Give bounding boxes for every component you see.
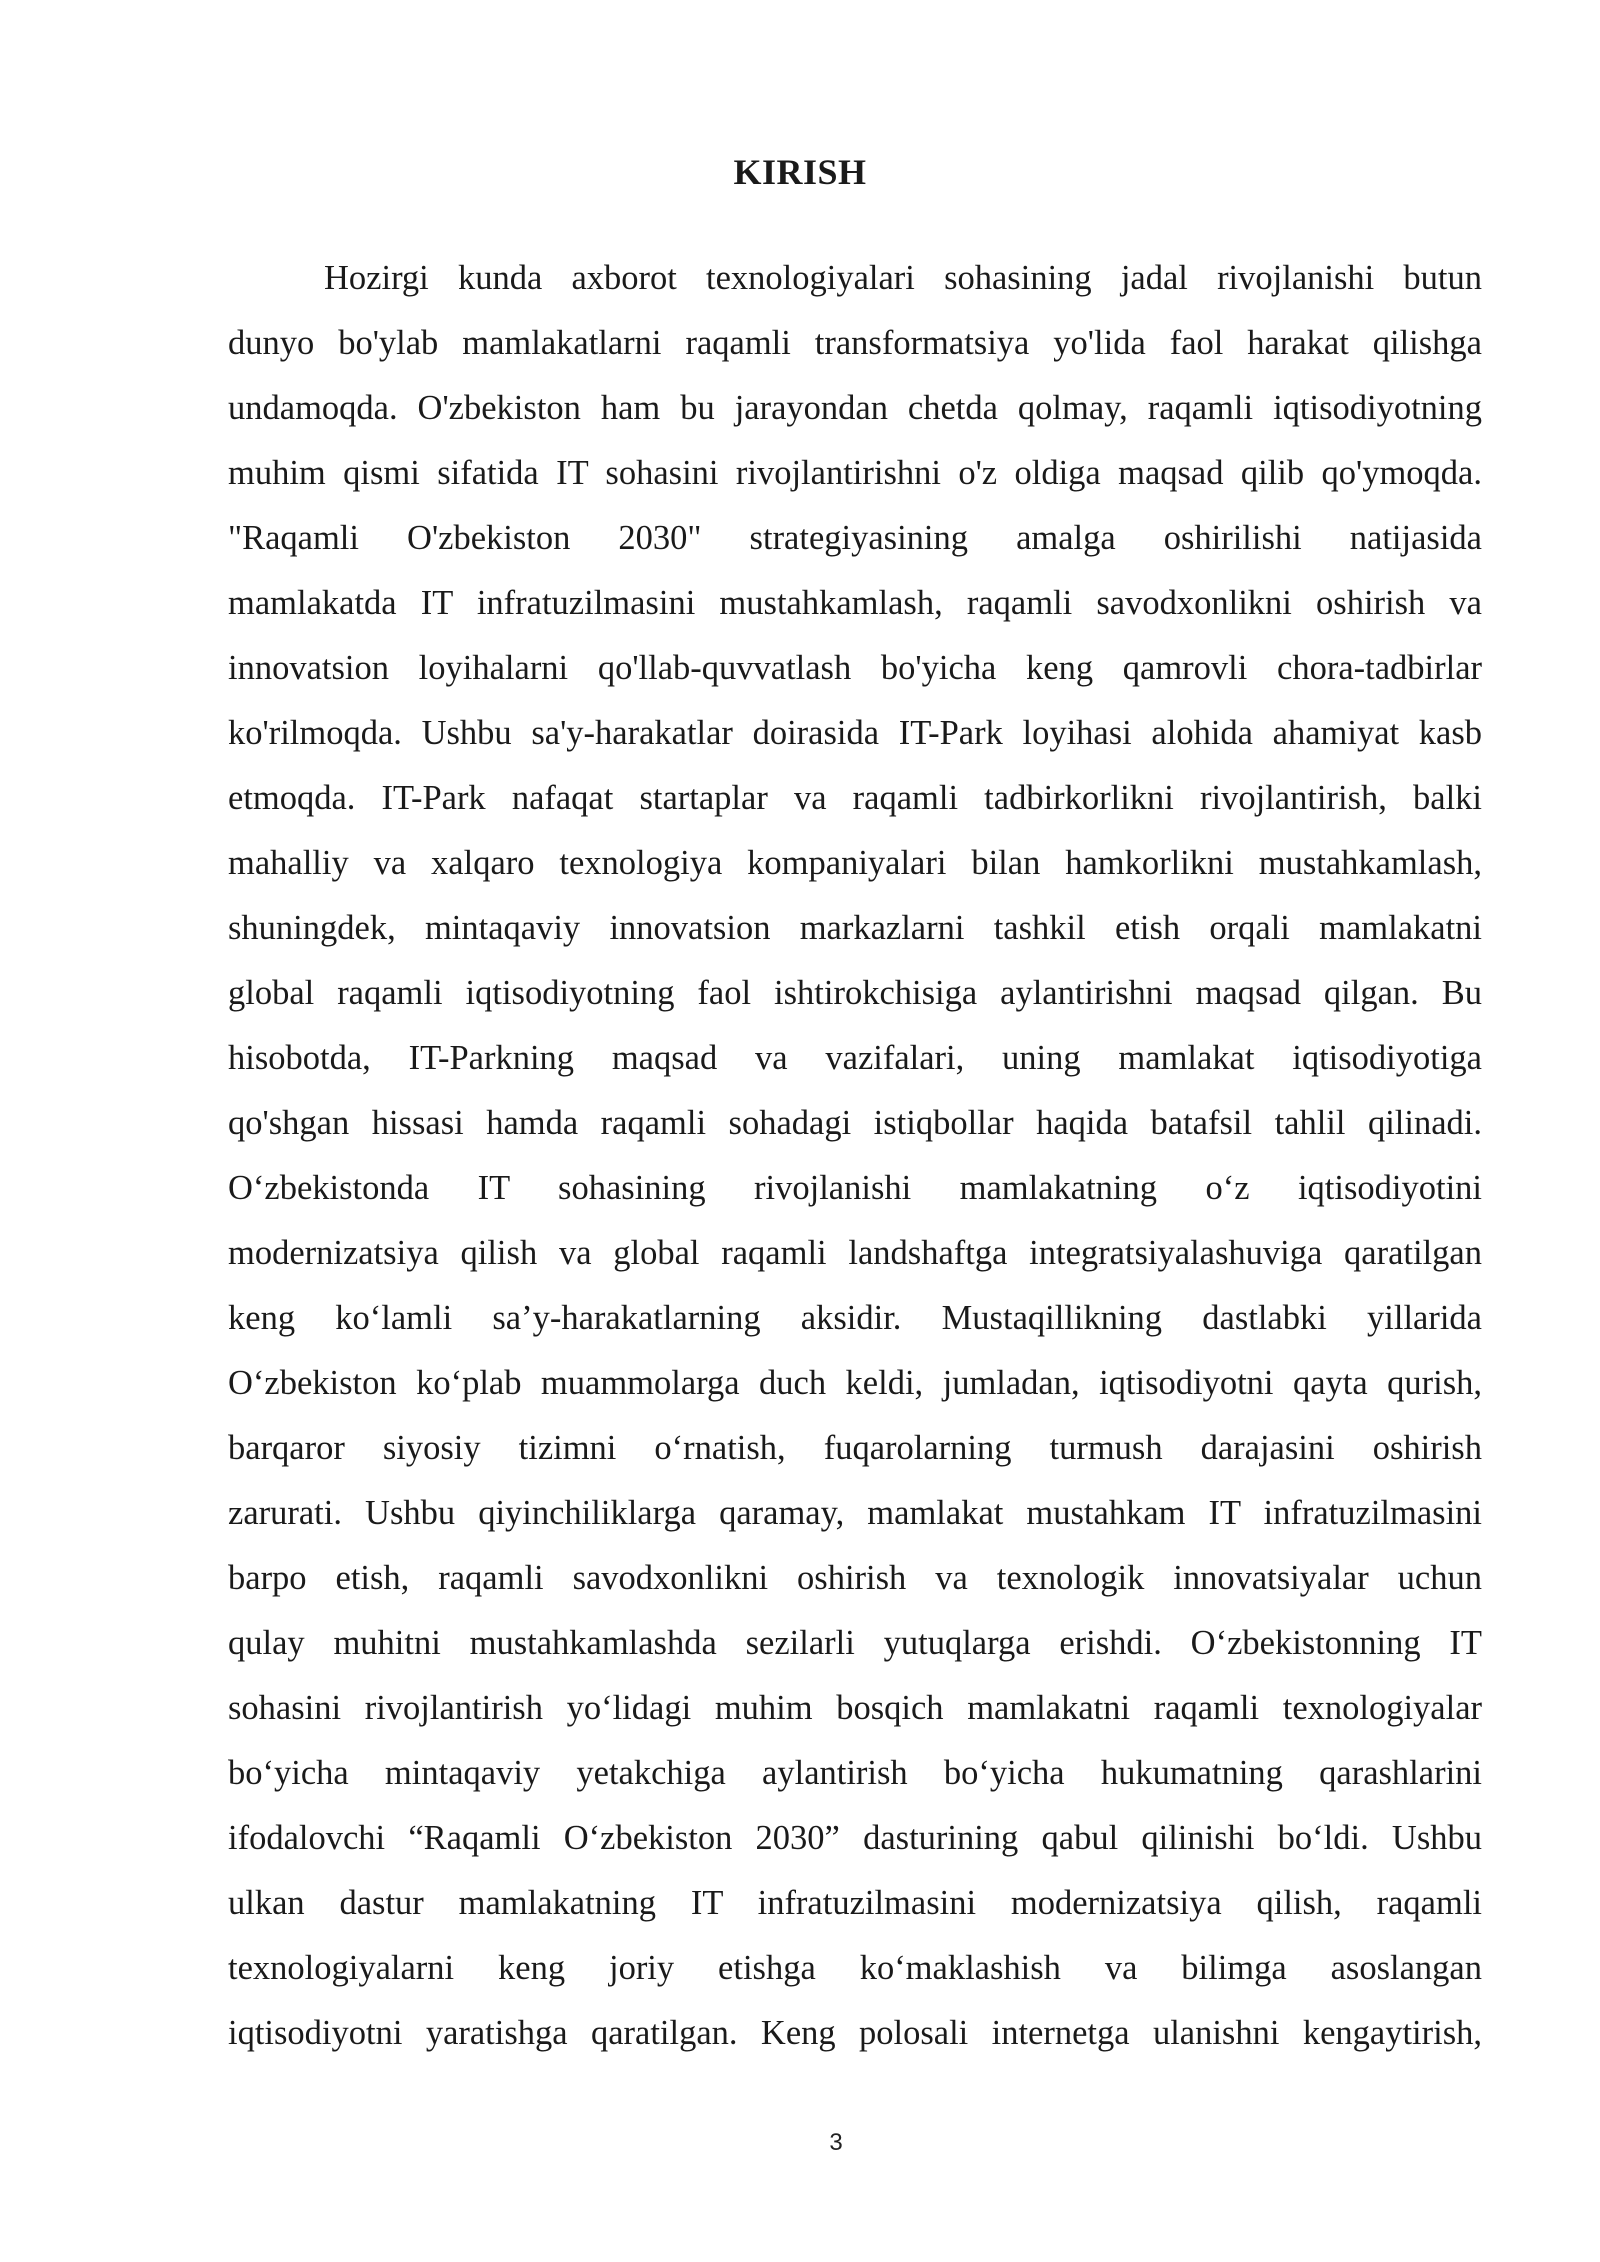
- text-line: Hozirgi kunda axborot texnologiyalari sohasining jadal rivojlanishi butun: [324, 259, 1482, 297]
- text-line: sohasini rivojlantirish yo‘lidagi muhim bosqich mamlakatni raqamli texnologiyalar: [228, 1689, 1482, 1727]
- text-line: keng ko‘lamli sa’y-harakatlarning aksidir. Mustaqillikning dastlabki yillarida: [228, 1299, 1482, 1337]
- body-text: [228, 246, 1482, 2066]
- text-line: shuningdek, mintaqaviy innovatsion markazlarni tashkil etish orqali mamlakatni: [228, 909, 1482, 947]
- section-heading: KIRISH: [733, 152, 867, 192]
- text-line: ifodalovchi “Raqamli O‘zbekiston 2030” dasturining qabul qilinishi bo‘ldi. Ushbu: [228, 1819, 1482, 1857]
- text-line: zarurati. Ushbu qiyinchiliklarga qaramay, mamlakat mustahkam IT infratuzilmasini: [228, 1494, 1482, 1532]
- text-line: global raqamli iqtisodiyotning faol ishtirokchisiga aylantirishni maqsad qilgan. Bu: [228, 974, 1482, 1012]
- text-line: barqaror siyosiy tizimni o‘rnatish, fuqarolarning turmush darajasini oshirish: [228, 1429, 1482, 1467]
- text-line: undamoqda. O'zbekiston ham bu jarayondan chetda qolmay, raqamli iqtisodiyotning: [228, 389, 1482, 427]
- text-line: etmoqda. IT-Park nafaqat startaplar va raqamli tadbirkorlikni rivojlantirish, balki: [228, 779, 1482, 817]
- text-line: "Raqamli O'zbekiston 2030" strategiyasining amalga oshirilishi natijasida: [228, 519, 1482, 557]
- text-line: texnologiyalarni keng joriy etishga ko‘maklashish va bilimga asoslangan: [228, 1949, 1482, 1987]
- text-line: mahalliy va xalqaro texnologiya kompaniyalari bilan hamkorlikni mustahkamlash,: [228, 844, 1482, 882]
- text-line: iqtisodiyotni yaratishga qaratilgan. Keng polosali internetga ulanishni kengaytirish,: [228, 2014, 1482, 2052]
- text-line: modernizatsiya qilish va global raqamli landshaftga integratsiyalashuviga qaratilgan: [228, 1234, 1482, 1272]
- page-number: 3: [829, 2129, 843, 2156]
- text-line: qulay muhitni mustahkamlashda sezilarli yutuqlarga erishdi. O‘zbekistonning IT: [228, 1624, 1482, 1662]
- text-line: qo'shgan hissasi hamda raqamli sohadagi istiqbollar haqida batafsil tahlil qilinadi.: [228, 1104, 1482, 1142]
- text-line: O‘zbekiston ko‘plab muammolarga duch keldi, jumladan, iqtisodiyotni qayta qurish,: [228, 1364, 1482, 1402]
- text-line: ko'rilmoqda. Ushbu sa'y-harakatlar doirasida IT-Park loyihasi alohida ahamiyat kasb: [228, 714, 1482, 752]
- text-line: innovatsion loyihalarni qo'llab-quvvatlash bo'yicha keng qamrovli chora-tadbirlar: [228, 649, 1482, 687]
- text-line: ulkan dastur mamlakatning IT infratuzilmasini modernizatsiya qilish, raqamli: [228, 1884, 1482, 1922]
- text-line: dunyo bo'ylab mamlakatlarni raqamli transformatsiya yo'lida faol harakat qilishga: [228, 324, 1482, 362]
- text-line: barpo etish, raqamli savodxonlikni oshirish va texnologik innovatsiyalar uchun: [228, 1559, 1482, 1597]
- text-line: hisobotda, IT-Parkning maqsad va vazifalari, uning mamlakat iqtisodiyotiga: [228, 1039, 1482, 1077]
- text-line: muhim qismi sifatida IT sohasini rivojlantirishni o'z oldiga maqsad qilib qo'ymoqda.: [228, 454, 1482, 492]
- text-line: O‘zbekistonda IT sohasining rivojlanishi mamlakatning o‘z iqtisodiyotini: [228, 1169, 1482, 1207]
- text-line: bo‘yicha mintaqaviy yetakchiga aylantirish bo‘yicha hukumatning qarashlarini: [228, 1754, 1482, 1792]
- text-line: mamlakatda IT infratuzilmasini mustahkamlash, raqamli savodxonlikni oshirish va: [228, 584, 1482, 622]
